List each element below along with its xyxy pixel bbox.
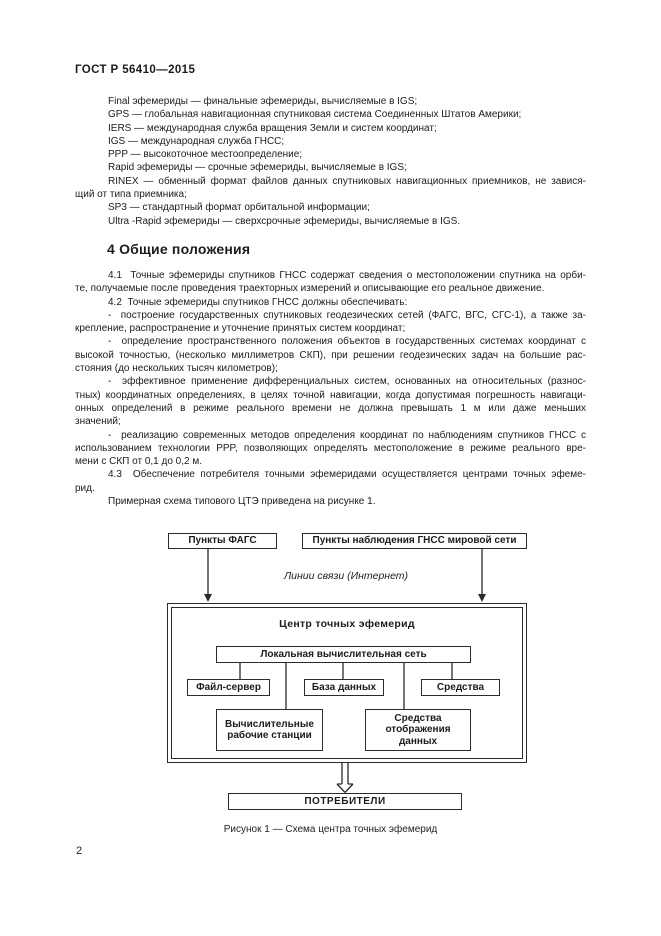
text-line: GPS — глобальная навигационная спутниковая система Соединенных Штатов Америки; [108, 109, 522, 121]
text-line: рид. [75, 482, 95, 494]
text-line: IGS — международная служба ГНСС; [108, 135, 285, 147]
box-tools: Средства [421, 679, 500, 696]
text-line: SP3 — стандартный формат орбитальной информации; [108, 202, 370, 214]
down-arrowhead [204, 594, 212, 602]
hollow-down-arrow [337, 763, 353, 793]
text-line: использованием технологии PPP, позволяющих определять местоположение в режиме реального вре- [75, 442, 586, 454]
text-line: RINEX — обменный формат файлов данных спутниковых навигационных приемников, не завися- [108, 175, 586, 187]
text-line: стояния (до нескольких тысяч километров); [75, 363, 278, 375]
document-header: ГОСТ Р 56410—2015 [75, 64, 196, 76]
text-line: онных определений в режиме реального времени не должна превышать 1 м или даже меньших [75, 402, 586, 414]
text-line: щий от типа приемника; [75, 189, 187, 201]
down-arrowhead [478, 594, 486, 602]
text-line: - построение государственных спутниковых геодезических сетей (ФАГС, ВГС, СГС-1), а также за- [108, 309, 586, 321]
box-file-server: Файл-сервер [187, 679, 270, 696]
text-line: Примерная схема типового ЦТЭ приведена на рисунке 1. [108, 496, 376, 508]
text-line: - реализацию современных методов определения координат по наблюдениям спутников ГНСС с [108, 429, 586, 441]
arrowheads [204, 594, 486, 602]
text-line: Final эфемериды — финальные эфемериды, вычисляемые в IGS; [108, 96, 418, 107]
text-line: крепление, распространение и уточнение принятых систем координат; [75, 323, 406, 335]
links-label: Линии связи (Интернет) [283, 570, 409, 582]
text-line: IERS — международная служба вращения Земли и систем координат; [108, 122, 437, 134]
page-number: 2 [76, 845, 83, 857]
box-fags: Пункты ФАГС [168, 533, 277, 549]
text-line: Rapid эфемериды — срочные эфемериды, вычисляемые в IGS; [108, 162, 407, 174]
text-line: PPP — высокоточное местоопределение; [108, 149, 303, 161]
text-line: мени с СКП от 0,1 до 0,2 м. [75, 456, 203, 468]
box-lan: Локальная вычислительная сеть [216, 646, 471, 663]
figure-caption: Рисунок 1 — Схема центра точных эфемерид [223, 824, 438, 835]
section-heading: 4 Общие положения [107, 241, 251, 257]
text-line: тных) координатных определениях, в целях точной навигации, когда допустимая погрешность навигаци- [75, 389, 586, 401]
text-line: 4.2 Точные эфемериды спутников ГНСС должны обеспечивать: [108, 296, 408, 308]
text-line: те, получаемые после проведения траекторных измерений и описывающие его реальное движение. [75, 283, 545, 295]
text-line: - определение пространственного положения объектов в государственных системах координат с [108, 336, 586, 348]
abbreviation-list [75, 95, 586, 228]
center-title: Центр точных эфемерид [279, 618, 415, 630]
text-line: - эффективное применение дифференциальных систем, основанных на относительных (разнос- [108, 376, 586, 388]
box-database: База данных [304, 679, 384, 696]
box-gnss-network: Пункты наблюдения ГНСС мировой сети [302, 533, 527, 549]
text-line: высокой точностью, (несколько миллиметров СКП), при решении геодезических задач на большие рас- [75, 349, 586, 361]
text-line: Ultra -Rapid эфемериды — сверхсрочные эфемериды, вычисляемые в IGS. [108, 215, 461, 227]
section-body [75, 269, 586, 508]
box-display-tools: Средства отображения данных [365, 709, 471, 751]
box-consumers: ПОТРЕБИТЕЛИ [228, 793, 462, 810]
text-line: 4.1 Точные эфемериды спутников ГНСС содержат сведения о местоположении спутника на орби- [108, 270, 586, 281]
text-line: 4.3 Обеспечение потребителя точными эфемеридами осуществляется центрами точных эфеме- [108, 469, 586, 481]
text-line: значений; [75, 416, 121, 428]
box-workstations: Вычислительные рабочие станции [216, 709, 323, 751]
